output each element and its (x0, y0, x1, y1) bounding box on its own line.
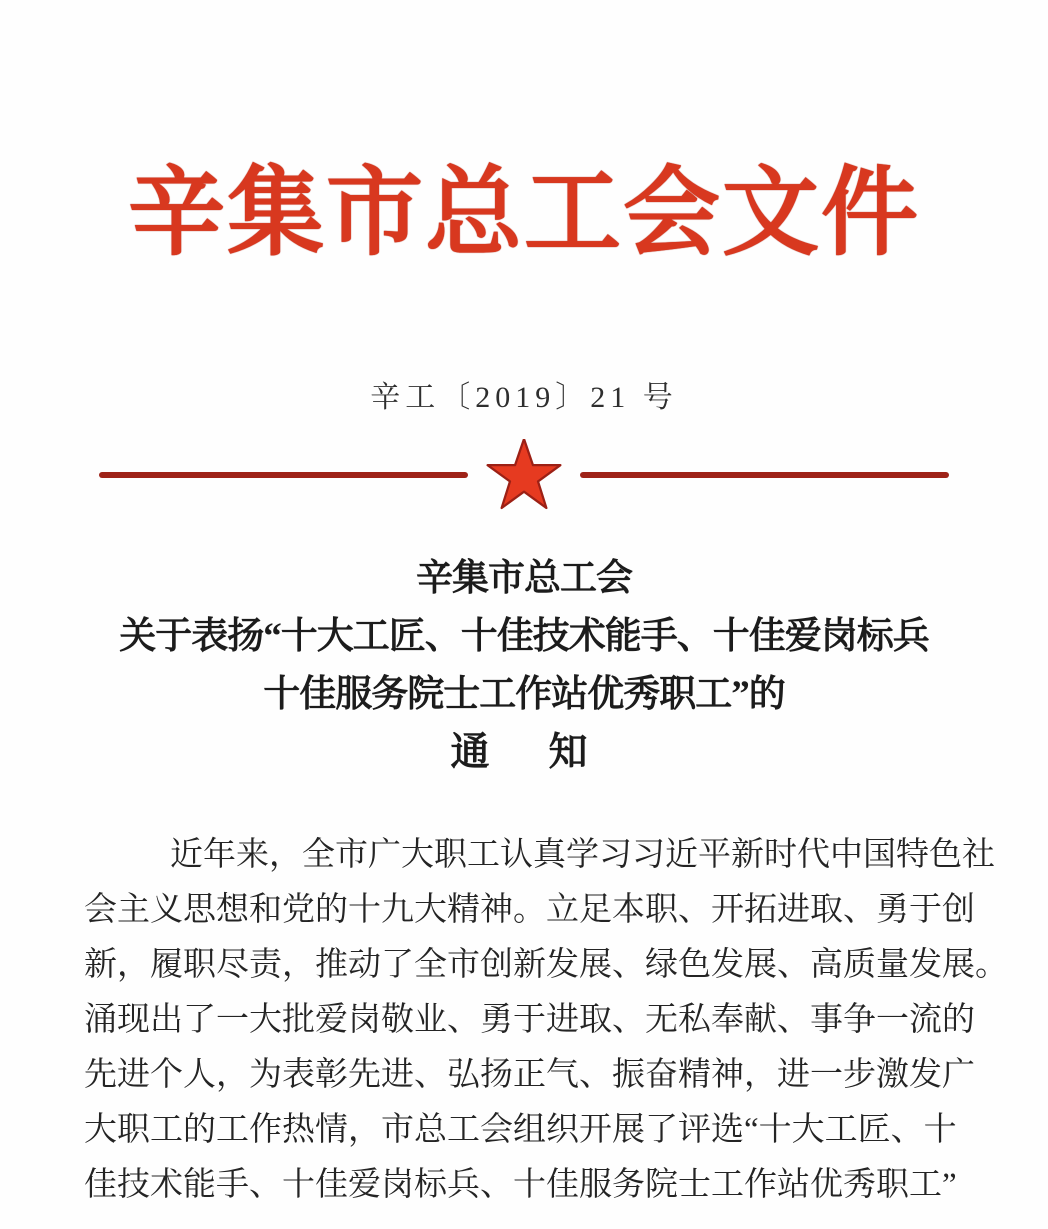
body-line: 大职工的工作热情，市总工会组织开展了评选“十大工匠、十 (84, 1112, 957, 1148)
notice-title-line-2: 十佳服务院士工作站优秀职工”的 (263, 674, 785, 715)
divider-line-right (580, 472, 949, 478)
red-star-icon (486, 439, 562, 511)
body-line: 新，履职尽责，推动了全市创新发展、绿色发展、高质量发展。 (84, 947, 1008, 983)
body-line: 先进个人，为表彰先进、弘扬正气、振奋精神，进一步激发广 (84, 1057, 975, 1093)
red-divider (99, 442, 949, 508)
notice-org-line: 辛集市总工会 (416, 558, 632, 599)
notice-type-line: 通 知 (450, 731, 598, 774)
notice-heading (0, 550, 1048, 782)
org-banner-title: 辛集市总工会文件 (128, 160, 920, 267)
doc-number: 辛工〔2019〕21 号 (370, 381, 678, 414)
body-line: 佳技术能手、十佳爱岗标兵、十佳服务院士工作站优秀职工” (84, 1167, 957, 1203)
body-line: 近年来，全市广大职工认真学习习近平新时代中国特色社 (170, 837, 995, 873)
divider-line-left (99, 472, 468, 478)
notice-title-line-1: 关于表扬“十大工匠、十佳技术能手、十佳爱岗标兵 (119, 616, 929, 657)
body-paragraph (0, 828, 1048, 1213)
body-line: 会主义思想和党的十九大精神。立足本职、开拓进取、勇于创 (84, 892, 975, 928)
body-line: 涌现出了一大批爱岗敬业、勇于进取、无私奉献、事争一流的 (84, 1002, 975, 1038)
